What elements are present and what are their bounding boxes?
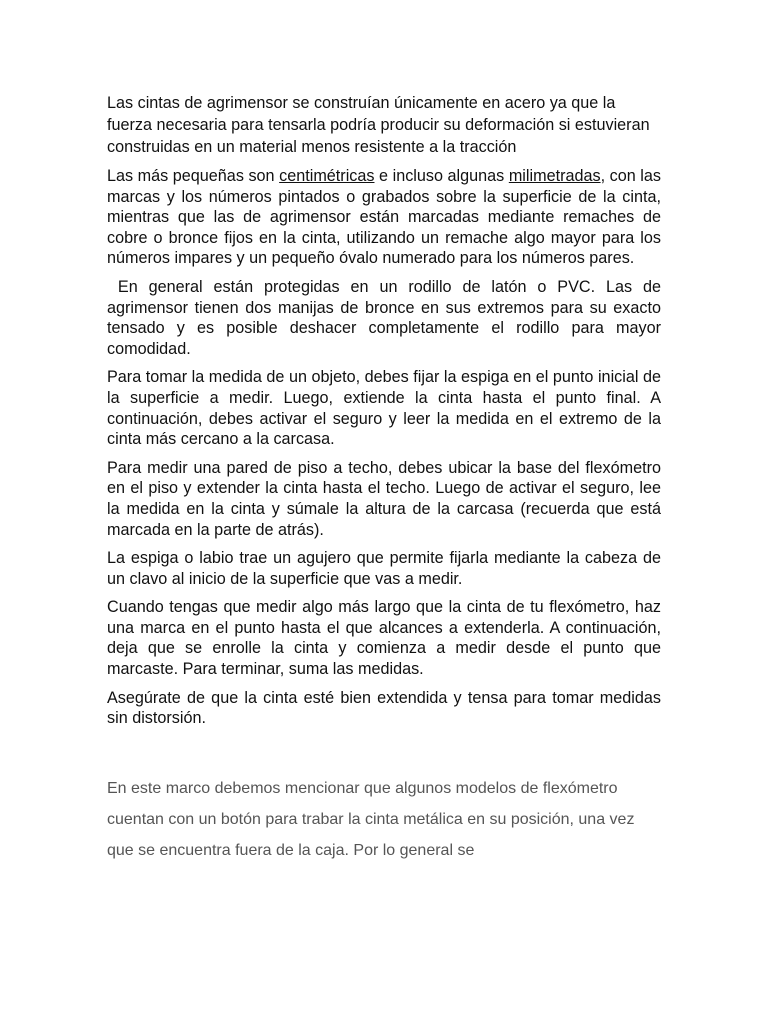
paragraph-5: Para medir una pared de piso a techo, debes ubicar la base del flexómetro en el piso y extender la cinta hasta el techo. Luego de activar el seguro, lee la medida en la cinta y súmale la altura de la carcasa (recuerda que está marcada en la parte de atrás). [107,458,661,539]
paragraph-6: La espiga o labio trae un agujero que permite fijarla mediante la cabeza de un clavo al inicio de la superficie que vas a medir. [107,549,661,588]
paragraph-9: En este marco debemos mencionar que algunos modelos de flexómetro cuentan con un botón para trabar la cinta metálica en su posición, una vez que se encuentra fuera de la caja. Por lo general se [107,779,635,859]
paragraph-1: Las cintas de agrimensor se construían únicamente en acero ya que la fuerza necesaria para tensarla podría producir su deformación si estuvieran construidas en un material menos resistente a la tracción [107,94,650,156]
paragraph-2-text-a: Las más pequeñas son [107,167,280,185]
paragraph-3: En general están protegidas en un rodillo de latón o PVC. Las de agrimensor tienen dos manijas de bronce en sus extremos para su exacto tensado y es posible deshacer completamente el rodillo para mayor comodidad. [107,277,666,358]
paragraph-2-text-c: , con las marcas y los números pintados o grabados sobre la superficie de la cinta, mientras que las de agrimensor están marcadas mediante remaches de cobre o bronce fijos en la cinta, utilizando un remache algo mayor para los números impares y un pequeño óvalo numerado para los números pares. [107,167,661,268]
paragraph-4: Para tomar la medida de un objeto, debes fijar la espiga en el punto inicial de la superficie a medir. Luego, extiende la cinta hasta el punto final. A continuación, debes activar el seguro y leer la medida en el extremo de la cinta más cercano a la carcasa. [107,368,661,449]
link-centimetricas[interactable]: centimétricas [279,167,375,185]
paragraph-2-text-b: e incluso algunas [374,167,509,185]
paragraph-2 [107,166,661,269]
paragraph-8: Asegúrate de que la cinta esté bien extendida y tensa para tomar medidas sin distorsión. [107,688,661,728]
link-milimetradas[interactable]: milimetradas [508,167,601,185]
paragraph-7: Cuando tengas que medir algo más largo que la cinta de tu flexómetro, haz una marca en el punto hasta el que alcances a extenderla. A continuación, deja que se enrolle la cinta y comienza a medir desde el punto que marcaste. Para terminar, suma las medidas. [107,598,661,679]
document-body [107,92,666,874]
